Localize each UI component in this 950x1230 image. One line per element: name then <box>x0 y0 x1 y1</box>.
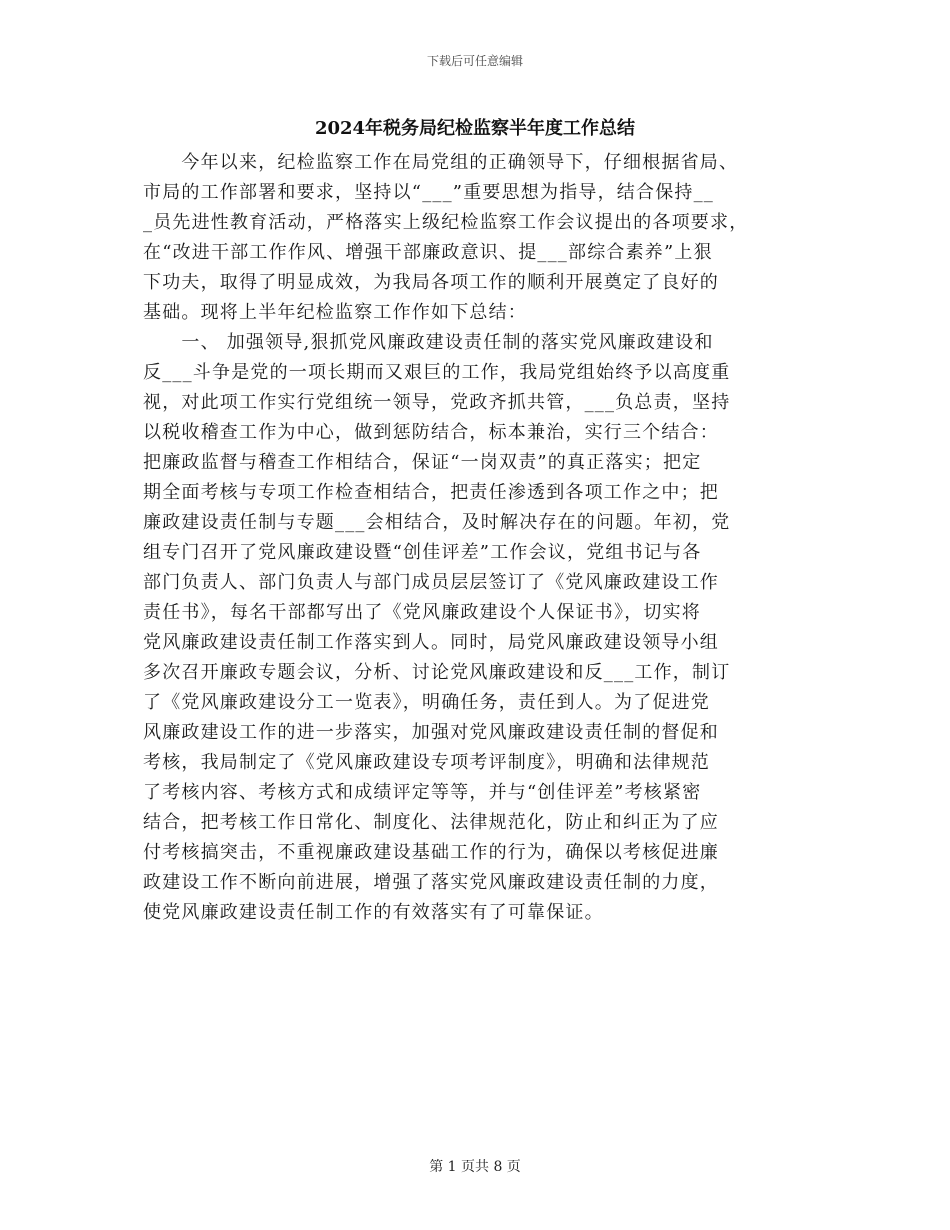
body-line-19: 了《党风廉政建设分工一览表》，明确任务，责任到人。为了促进党 <box>143 692 710 713</box>
body-line-4: 在“改进干部工作作风、增强干部廉政意识、提___部综合素养”上狠 <box>143 242 713 263</box>
body-line-9: 视，对此项工作实行党组统一领导，党政齐抓共管，___负总责，坚持 <box>143 392 731 413</box>
body-line-8: 反___斗争是党的一项长期而又艰巨的工作，我局党组始终予以高度重 <box>143 362 731 383</box>
document-body <box>143 148 823 928</box>
body-line-26: 使党风廉政建设责任制工作的有效落实有了可靠保证。 <box>143 902 604 923</box>
document-title: 2024年税务局纪检监察半年度工作总结 <box>314 118 636 139</box>
body-line-2: 市局的工作部署和要求，坚持以“___”重要思想为指导，结合保持__ <box>143 182 715 203</box>
body-line-23: 结合，把考核工作日常化、制度化、法律规范化，防止和纠正为了应 <box>143 812 719 833</box>
body-line-15: 部门负责人、部门负责人与部门成员层层签订了《党风廉政建设工作 <box>143 572 719 593</box>
body-line-12: 期全面考核与专项工作检查相结合，把责任渗透到各项工作之中；把 <box>143 482 719 503</box>
body-line-1: 今年以来，纪检监察工作在局党组的正确领导下，仔细根据省局、 <box>143 152 739 173</box>
body-line-16: 责任书》，每名干部都写出了《党风廉政建设个人保证书》，切实将 <box>143 602 701 623</box>
body-line-20: 风廉政建设工作的进一步落实，加强对党风廉政建设责任制的督促和 <box>143 722 719 743</box>
body-line-18: 多次召开廉政专题会议，分析、讨论党风廉政建设和反___工作，制订 <box>143 662 731 683</box>
body-line-5: 下功夫，取得了明显成效，为我局各项工作的顺利开展奠定了良好的 <box>143 272 719 293</box>
body-line-11: 把廉政监督与稽查工作相结合，保证“一岗双责”的真正落实；把定 <box>143 452 702 473</box>
body-line-14: 组专门召开了党风廉政建设暨“创佳评差”工作会议，党组书记与各 <box>143 542 702 563</box>
body-line-7: 一、 加强领导,狠抓党风廉政建设责任制的落实党风廉政建设和 <box>143 332 714 353</box>
body-line-6: 基础。现将上半年纪检监察工作作如下总结： <box>143 302 527 323</box>
body-line-22: 了考核内容、考核方式和成绩评定等等，并与“创佳评差”考核紧密 <box>143 782 702 803</box>
body-line-17: 党风廉政建设责任制工作落实到人。同时，局党风廉政建设领导小组 <box>143 632 719 653</box>
page-header-note: 下载后可任意编辑 <box>426 54 523 68</box>
body-line-25: 政建设工作不断向前进展，增强了落实党风廉政建设责任制的力度， <box>143 872 719 893</box>
body-line-21: 考核，我局制定了《党风廉政建设专项考评制度》，明确和法律规范 <box>143 752 710 773</box>
body-line-13: 廉政建设责任制与专题___会相结合，及时解决存在的问题。年初，党 <box>143 512 731 533</box>
body-line-3: _员先进性教育活动，严格落实上级纪检监察工作会议提出的各项要求， <box>143 212 749 233</box>
page-number: 第 1 页共 8 页 <box>429 1159 521 1175</box>
body-line-24: 付考核搞突击，不重视廉政建设基础工作的行为，确保以考核促进廉 <box>143 842 719 863</box>
body-line-10: 以税收稽查工作为中心，做到惩防结合，标本兼治，实行三个结合： <box>143 422 719 443</box>
